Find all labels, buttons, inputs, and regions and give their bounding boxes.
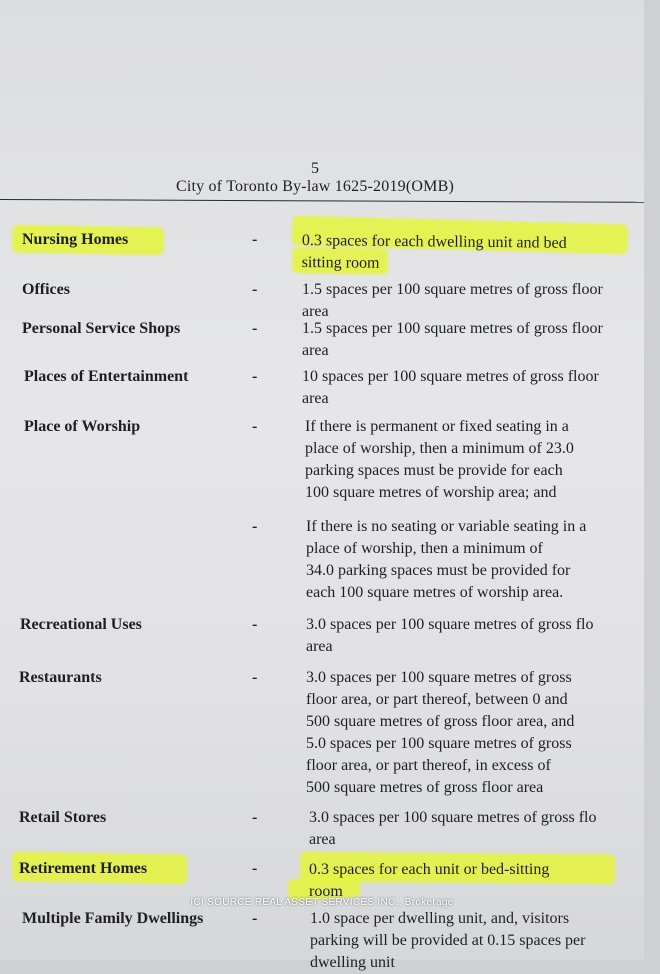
- dash: -: [252, 616, 258, 633]
- dash: -: [252, 518, 258, 535]
- dash: -: [252, 910, 258, 927]
- requirement-text: 0.3 spaces for each dwelling unit and bed sitting room: [301, 231, 567, 272]
- use-label: Restaurants: [19, 669, 102, 686]
- use-label: Places of Entertainment: [24, 368, 189, 385]
- use-label: Nursing Homes: [22, 231, 129, 248]
- dash: -: [252, 669, 258, 686]
- use-label: Recreational Uses: [20, 616, 142, 633]
- dash: -: [252, 281, 258, 298]
- requirement-text: If there is no seating or variable seating in a place of worship, then a minimum of 34.0 parking spaces must be provided for each 100 square metres of worship area.: [306, 518, 587, 601]
- requirement-text: 0.3 spaces for each unit or bed-sitting room: [309, 861, 550, 900]
- requirement-text: 10 spaces per 100 square metres of gross floor area: [302, 368, 599, 407]
- dash: -: [252, 320, 258, 337]
- dash: -: [252, 231, 258, 248]
- page-number: 5: [311, 160, 319, 177]
- requirement-text: 3.0 spaces per 100 square metres of gross flo area: [306, 616, 594, 655]
- requirement-text: 1.5 spaces per 100 square metres of gross floor area: [302, 320, 603, 359]
- requirement-text: 1.0 space per dwelling unit, and, visitors parking will be provided at 0.15 spaces per dwelling unit: [310, 910, 586, 971]
- use-label: Retail Stores: [19, 809, 107, 826]
- requirement-text: 3.0 spaces per 100 square metres of gross flo area: [309, 809, 597, 848]
- use-label: Personal Service Shops: [22, 320, 181, 337]
- dash: -: [252, 809, 258, 826]
- requirement-text: If there is permanent or fixed seating in a place of worship, then a minimum of 23.0 parking spaces must be provide for each 100 square metres of worship area; and: [305, 418, 574, 501]
- document-header: City of Toronto By-law 1625-2019(OMB): [176, 178, 454, 195]
- use-label: Multiple Family Dwellings: [22, 910, 204, 927]
- dash: -: [252, 368, 258, 385]
- requirement-text: 1.5 spaces per 100 square metres of gross floor area: [302, 281, 603, 320]
- use-label: Offices: [22, 281, 70, 298]
- header-rule: [0, 199, 644, 203]
- requirement-text: 3.0 spaces per 100 square metres of gross floor area, or part thereof, between 0 and 500 square metres of gross floor area, and 5.0 spaces per 100 square metres of gross floor area, or part thereof, in excess of 500 square metres of gross floor area: [306, 669, 575, 796]
- dash: -: [252, 418, 258, 435]
- use-label: Place of Worship: [24, 418, 141, 435]
- dash: -: [252, 860, 258, 877]
- use-label: Retirement Homes: [19, 860, 148, 877]
- brokerage-watermark: ICI SOURCE REAL ASSET SERVICES INC., Brokerage: [190, 897, 454, 908]
